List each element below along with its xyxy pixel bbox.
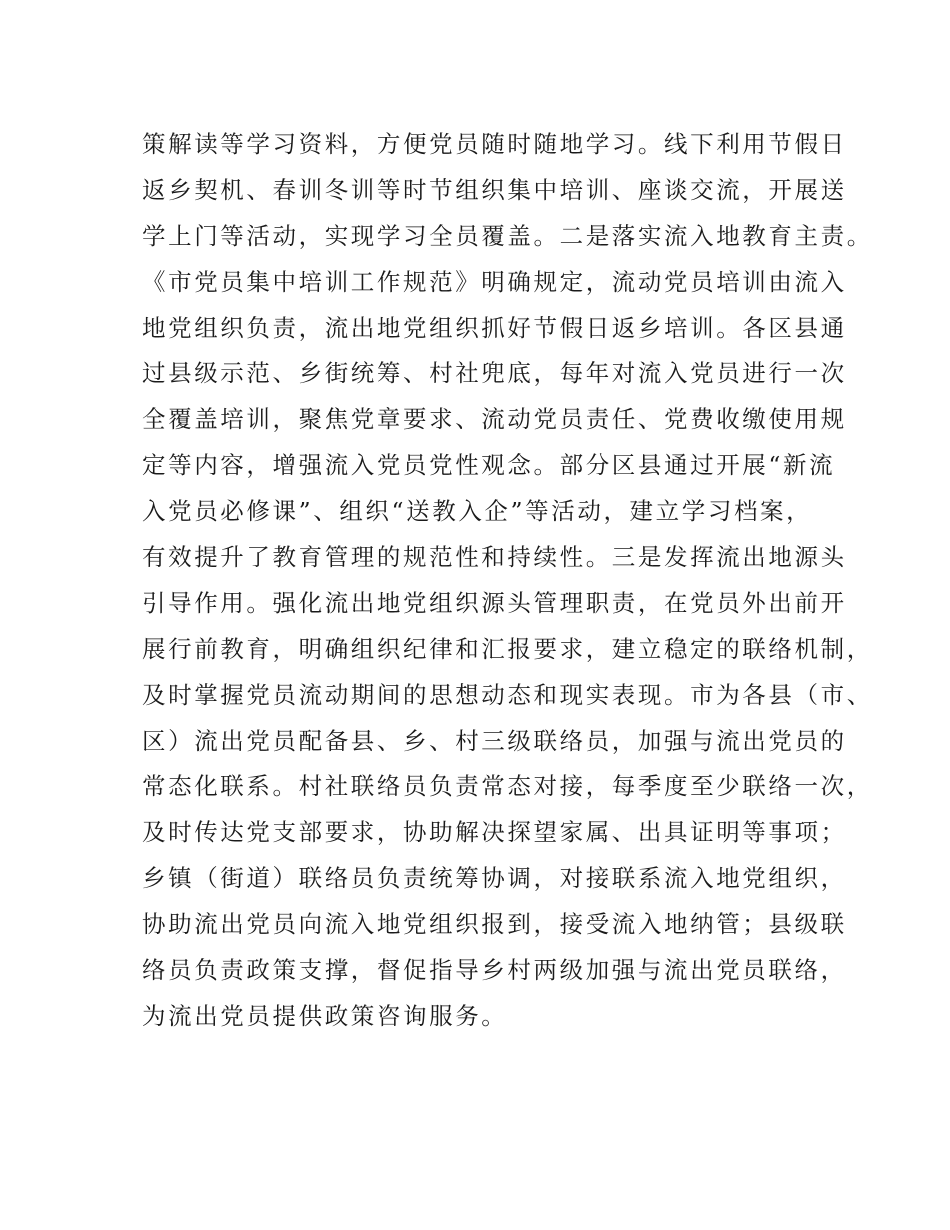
text-line-12: 展行前教育，明确组织纪律和汇报要求，建立稳定的联络机制， [142,634,873,663]
text-line-17: 乡镇（街道）联络员负责统筹协调，对接联系流入地党组织， [142,864,847,893]
text-line-4: 《市党员集中培训工作规范》明确规定，流动党员培训由流入 [142,267,847,296]
text-line-18: 协助流出党员向流入地党组织报到，接受流入地纳管；县级联 [142,910,847,939]
text-line-16: 及时传达党支部要求，协助解决探望家属、出具证明等事项； [142,818,847,847]
text-line-5: 地党组织负责，流出地党组织抓好节假日返乡培训。各区县通 [142,313,847,342]
text-line-3: 学上门等活动，实现学习全员覆盖。二是落实流入地教育主责。 [142,221,873,250]
text-line-20: 为流出党员提供政策咨询服务。 [142,1001,508,1030]
text-line-6: 过县级示范、乡街统筹、村社兜底，每年对流入党员进行一次 [142,359,847,388]
text-line-2: 返乡契机、春训冬训等时节组织集中培训、座谈交流，开展送 [142,175,847,204]
text-line-19: 络员负责政策支撑，督促指导乡村两级加强与流出党员联络， [142,956,847,985]
text-line-13: 及时掌握党员流动期间的思想动态和现实表现。市为各县（市、 [142,680,873,709]
text-line-9: 入党员必修课”、组织“送教入企”等活动，建立学习档案， [142,497,813,526]
text-line-10: 有效提升了教育管理的规范性和持续性。三是发挥流出地源头 [142,543,847,572]
text-line-11: 引导作用。强化流出地党组织源头管理职责，在党员外出前开 [142,588,847,617]
text-line-1: 策解读等学习资料，方便党员随时随地学习。线下利用节假日 [142,130,847,158]
body-paragraph [142,122,873,1040]
text-line-7: 全覆盖培训，聚焦党章要求、流动党员责任、党费收缴使用规 [142,405,847,434]
text-line-8: 定等内容，增强流入党员党性观念。部分区县通过开展“新流 [142,451,836,480]
text-line-15: 常态化联系。村社联络员负责常态对接，每季度至少联络一次， [142,772,873,801]
text-line-14: 区）流出党员配备县、乡、村三级联络员，加强与流出党员的 [142,726,847,755]
